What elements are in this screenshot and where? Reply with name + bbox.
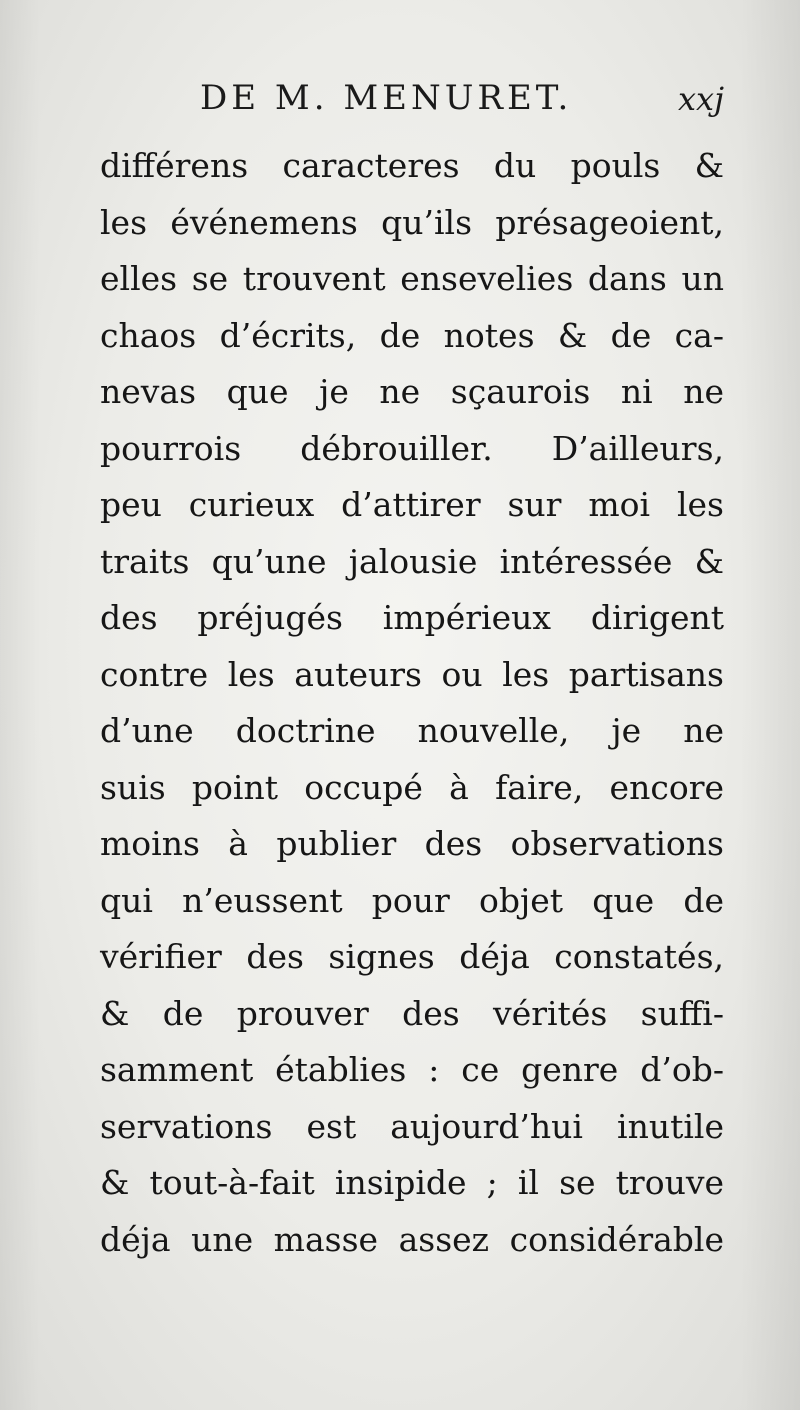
text-line: peu curieux d’attirer sur moi les xyxy=(100,485,724,524)
body-text xyxy=(100,138,724,1268)
text-line: qui n’eussent pour objet que de xyxy=(100,880,724,920)
text-line: pourrois débrouiller. D’ailleurs, xyxy=(100,428,724,468)
text-line: chaos d’écrits, de notes & de ca- xyxy=(100,315,724,355)
text-line: & de prouver des vérités suffi- xyxy=(100,993,724,1033)
text-line: servations est aujourd’hui inutile xyxy=(100,1106,724,1146)
text-line: des préjugés impérieux dirigent xyxy=(100,598,724,637)
text-line: traits qu’une jalousie intéressée & xyxy=(100,541,724,581)
text-line: moins à publier des observations xyxy=(100,824,724,863)
text-line: suis point occupé à faire, encore xyxy=(100,767,724,807)
text-line: différens caracteres du pouls & xyxy=(100,146,724,185)
text-line: samment établies : ce genre d’ob- xyxy=(100,1050,724,1089)
running-head xyxy=(200,78,724,130)
text-line: les événemens qu’ils présageoient, xyxy=(100,202,724,242)
text-line: contre les auteurs ou les partisans xyxy=(100,654,724,694)
text-line: & tout-à-fait insipide ; il se trouve xyxy=(100,1163,724,1202)
text-line: elles se trouvent ensevelies dans un xyxy=(100,259,724,298)
running-title: DE M. MENURET. xyxy=(200,78,573,118)
text-line: vérifier des signes déja constatés, xyxy=(100,937,724,976)
text-line: nevas que je ne sçaurois ni ne xyxy=(100,372,724,411)
text-line: d’une doctrine nouvelle, je ne xyxy=(100,711,724,750)
page-number: xxj xyxy=(677,80,724,118)
text-line: déja une masse assez considérable xyxy=(100,1219,724,1259)
